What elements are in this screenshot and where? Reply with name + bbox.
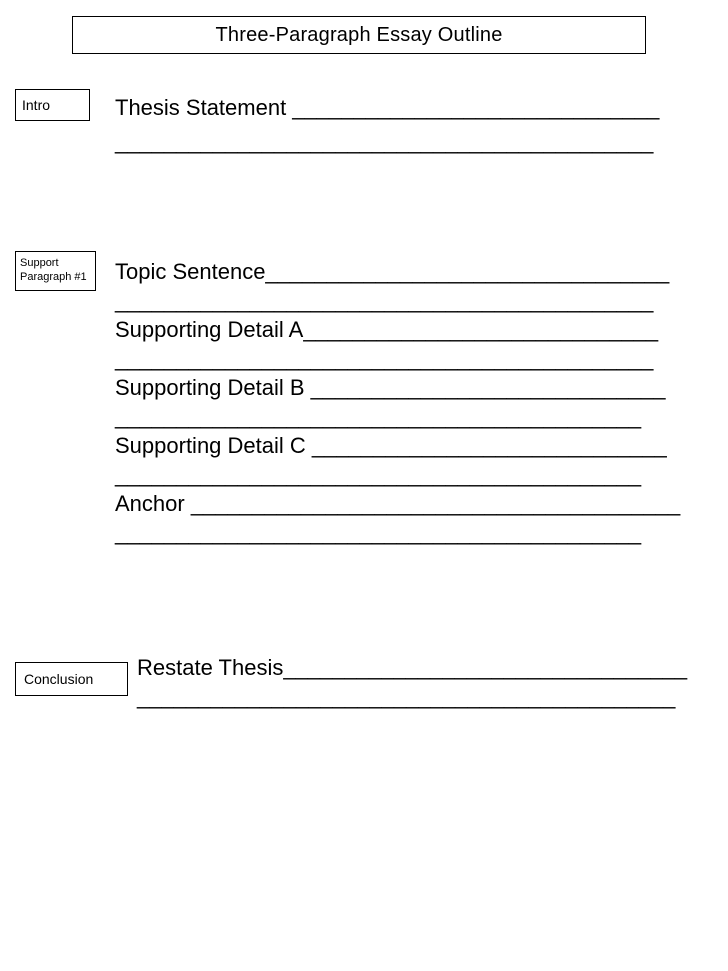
page-title-text: Three-Paragraph Essay Outline (215, 23, 503, 46)
conclusion-label-text: Conclusion (24, 670, 94, 687)
thesis-statement-line: Thesis Statement ______________________________ (115, 95, 660, 120)
restate-thesis-line: Restate Thesis_________________________________ (137, 655, 688, 680)
supporting-detail-b-line: Supporting Detail B _____________________________ (115, 375, 666, 400)
topic-sentence-line: Topic Sentence_________________________________ (115, 259, 670, 284)
thesis-continuation-line: ____________________________________________ (115, 129, 654, 154)
anchor-continuation-line: ___________________________________________ (115, 520, 642, 545)
anchor-line: Anchor ________________________________________ (115, 491, 681, 516)
detail-a-continuation-line: ____________________________________________ (115, 346, 654, 371)
supporting-detail-c-line: Supporting Detail C _____________________________ (115, 433, 667, 458)
page-title (72, 16, 646, 54)
support-paragraph-label (15, 251, 96, 291)
detail-b-continuation-line: ___________________________________________ (115, 404, 642, 429)
support-label-line1: Support (20, 257, 59, 269)
support-label-line2: Paragraph #1 (20, 271, 87, 284)
topic-continuation-line: ____________________________________________ (115, 288, 654, 313)
detail-c-continuation-line: ___________________________________________ (115, 462, 642, 487)
conclusion-label (15, 662, 128, 696)
restate-continuation-line: ____________________________________________ (137, 684, 676, 709)
intro-label-text: Intro (22, 96, 51, 113)
intro-label (15, 89, 90, 121)
supporting-detail-a-line: Supporting Detail A_____________________________ (115, 317, 659, 342)
